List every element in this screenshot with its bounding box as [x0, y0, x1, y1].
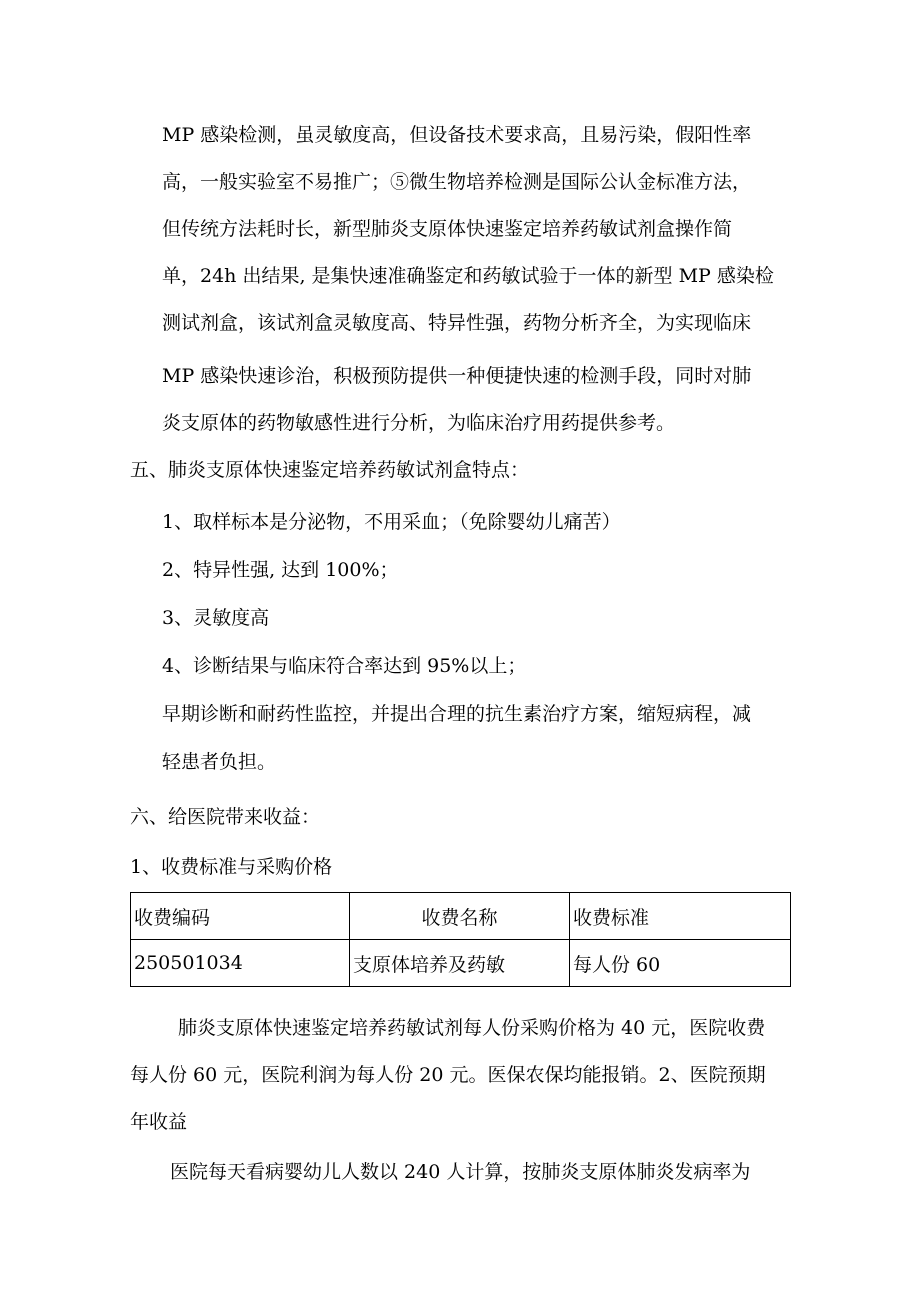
body-text-line: 年收益: [130, 1111, 188, 1133]
summary-text-line: 早期诊断和耐药性监控，并提出合理的抗生素治疗方案，缩短病程，减: [162, 703, 752, 725]
feature-item: 3、灵敏度高: [162, 607, 270, 629]
table-cell: 每人份 60: [570, 940, 791, 987]
fee-table: [130, 892, 791, 987]
body-text-line: 但传统方法耗时长，新型肺炎支原体快速鉴定培养药敏试剂盒操作简: [162, 218, 733, 240]
sub-heading: 1、收费标准与采购价格: [130, 856, 333, 878]
feature-item: 2、特异性强, 达到 100%；: [162, 559, 399, 581]
feature-item: 1、取样标本是分泌物，不用采血；（免除婴幼儿痛苦）: [162, 511, 621, 533]
summary-text-line: 轻患者负担。: [162, 751, 277, 773]
body-text-line: 高，一般实验室不易推广；⑤微生物培养检测是国际公认金标准方法，: [162, 171, 752, 193]
body-text-line: MP 感染检测，虽灵敏度高，但设备技术要求高，且易污染，假阳性率: [162, 124, 752, 146]
table-cell: 支原体培养及药敏: [350, 940, 570, 987]
body-text-line: MP 感染快速诊治，积极预防提供一种便捷快速的检测手段，同时对肺: [162, 365, 752, 387]
table-header-cell: 收费标准: [570, 893, 791, 940]
table-cell: 250501034: [131, 940, 350, 987]
section-heading: 五、肺炎支原体快速鉴定培养药敏试剂盒特点：: [130, 459, 530, 481]
body-text-line: 医院每天看病婴幼儿人数以 240 人计算，按肺炎支原体肺炎发病率为: [170, 1161, 751, 1183]
table-header-row: [131, 893, 791, 940]
body-text-line: 测试剂盒，该试剂盒灵敏度高、特异性强，药物分析齐全，为实现临床: [162, 312, 752, 334]
body-text-line: 肺炎支原体快速鉴定培养药敏试剂每人份采购价格为 40 元，医院收费: [178, 1017, 766, 1039]
feature-item: 4、诊断结果与临床符合率达到 95%以上；: [162, 655, 527, 677]
table-header-cell: 收费名称: [350, 893, 570, 940]
body-text-line: 炎支原体的药物敏感性进行分析，为临床治疗用药提供参考。: [162, 412, 676, 434]
table-header-cell: 收费编码: [131, 893, 350, 940]
table-row: [131, 940, 791, 987]
body-text-line: 单，24h 出结果, 是集快速准确鉴定和药敏试验于一体的新型 MP 感染检: [162, 265, 774, 287]
body-text-line: 每人份 60 元，医院利润为每人份 20 元。医保农保均能报销。2、医院预期: [130, 1064, 766, 1086]
section-heading: 六、给医院带来收益：: [130, 806, 321, 828]
